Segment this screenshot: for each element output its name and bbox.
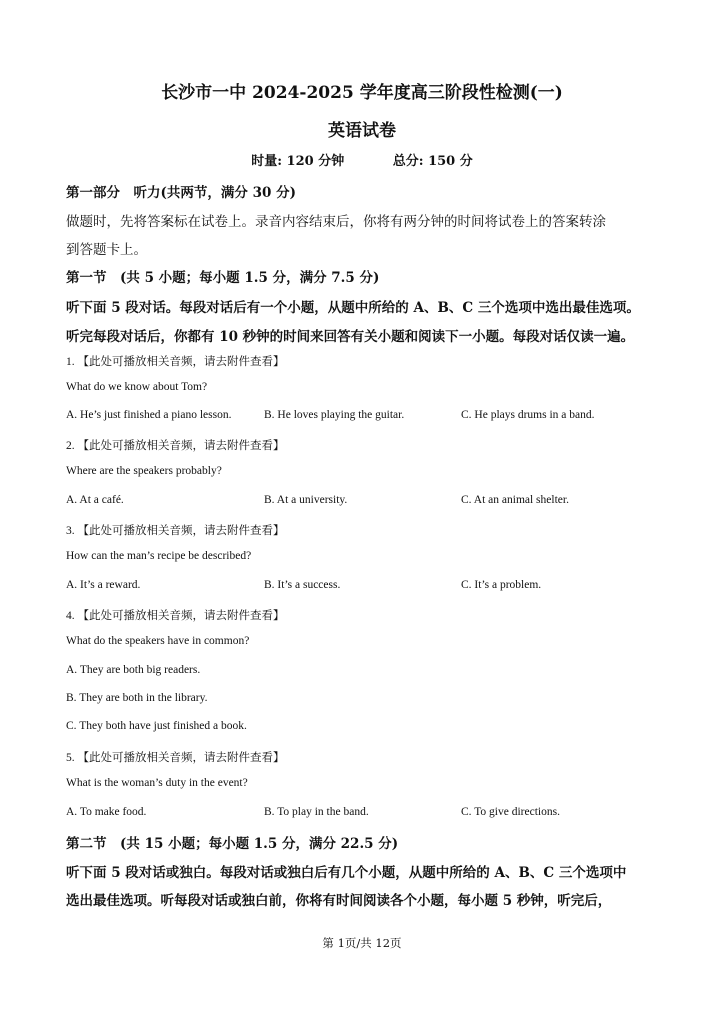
- question-5-option-c: C. To give directions.: [461, 806, 560, 818]
- question-5-option-b: B. To play in the band.: [264, 806, 369, 818]
- question-1-stem: What do we know about Tom?: [66, 381, 208, 393]
- question-2-stem: Where are the speakers probably?: [66, 465, 222, 477]
- exam-subject: 英语试卷: [328, 121, 396, 141]
- section1-instruction-line1: 听下面 5 段对话。每段对话后有一个小题，从题中所给的 A、B、C 三个选项中选出最佳选项。: [66, 300, 640, 316]
- question-3-stem: How can the man’s recipe be described?: [66, 550, 252, 562]
- question-3-option-c: C. It’s a problem.: [461, 579, 542, 591]
- part1-instruction-line1: 做题时，先将答案标在试卷上。录音内容结束后，你将有两分钟的时间将试卷上的答案转涂: [66, 214, 606, 230]
- section2-heading: 第二节 (共 15 小题；每小题 1.5 分，满分 22.5 分): [66, 836, 399, 852]
- question-1-option-c: C. He plays drums in a band.: [461, 409, 595, 421]
- question-1-audio[interactable]: 1. 【此处可播放相关音频，请去附件查看】: [66, 356, 285, 368]
- exam-title: 长沙市一中 2024-2025 学年度高三阶段性检测(一): [161, 83, 563, 103]
- section2-instruction-line2: 选出最佳选项。听每段对话或独白前，你将有时间阅读各个小题，每小题 5 秒钟，听完后，: [66, 893, 612, 909]
- section1-instruction-line2: 听完每段对话后，你都有 10 秒钟的时间来回答有关小题和阅读下一小题。每段对话仅读一遍。: [66, 329, 635, 345]
- exam-score: 总分: 150 分: [392, 154, 473, 169]
- question-4-audio[interactable]: 4. 【此处可播放相关音频，请去附件查看】: [66, 610, 285, 622]
- question-5-option-a: A. To make food.: [66, 806, 147, 818]
- question-2-option-a: A. At a café.: [66, 494, 124, 506]
- exam-meta: [0, 150, 724, 169]
- question-4-option-b: B. They are both in the library.: [66, 692, 208, 704]
- question-4-option-a: A. They are both big readers.: [66, 664, 201, 676]
- question-4-option-c: C. They both have just finished a book.: [66, 720, 247, 732]
- question-2-audio[interactable]: 2. 【此处可播放相关音频，请去附件查看】: [66, 440, 285, 452]
- question-2-option-c: C. At an animal shelter.: [461, 494, 569, 506]
- question-5-stem: What is the woman’s duty in the event?: [66, 777, 248, 789]
- part1-instruction-line2: 到答题卡上。: [66, 242, 147, 258]
- question-1-option-a: A. He’s just finished a piano lesson.: [66, 409, 232, 421]
- page-footer: 第 1页/共 12页: [322, 936, 402, 950]
- question-4-stem: What do the speakers have in common?: [66, 635, 250, 647]
- part1-heading: 第一部分 听力(共两节，满分 30 分): [66, 185, 296, 201]
- section1-heading: 第一节 (共 5 小题；每小题 1.5 分，满分 7.5 分): [66, 270, 380, 286]
- exam-time: 时量: 120 分钟: [251, 154, 345, 169]
- question-5-audio[interactable]: 5. 【此处可播放相关音频，请去附件查看】: [66, 752, 285, 764]
- question-2-option-b: B. At a university.: [264, 494, 348, 506]
- section2-instruction-line1: 听下面 5 段对话或独白。每段对话或独白后有几个小题，从题中所给的 A、B、C 三个选项中: [66, 865, 627, 881]
- question-1-option-b: B. He loves playing the guitar.: [264, 409, 405, 421]
- question-3-option-b: B. It’s a success.: [264, 579, 341, 591]
- question-3-audio[interactable]: 3. 【此处可播放相关音频，请去附件查看】: [66, 525, 285, 537]
- question-3-option-a: A. It’s a reward.: [66, 579, 141, 591]
